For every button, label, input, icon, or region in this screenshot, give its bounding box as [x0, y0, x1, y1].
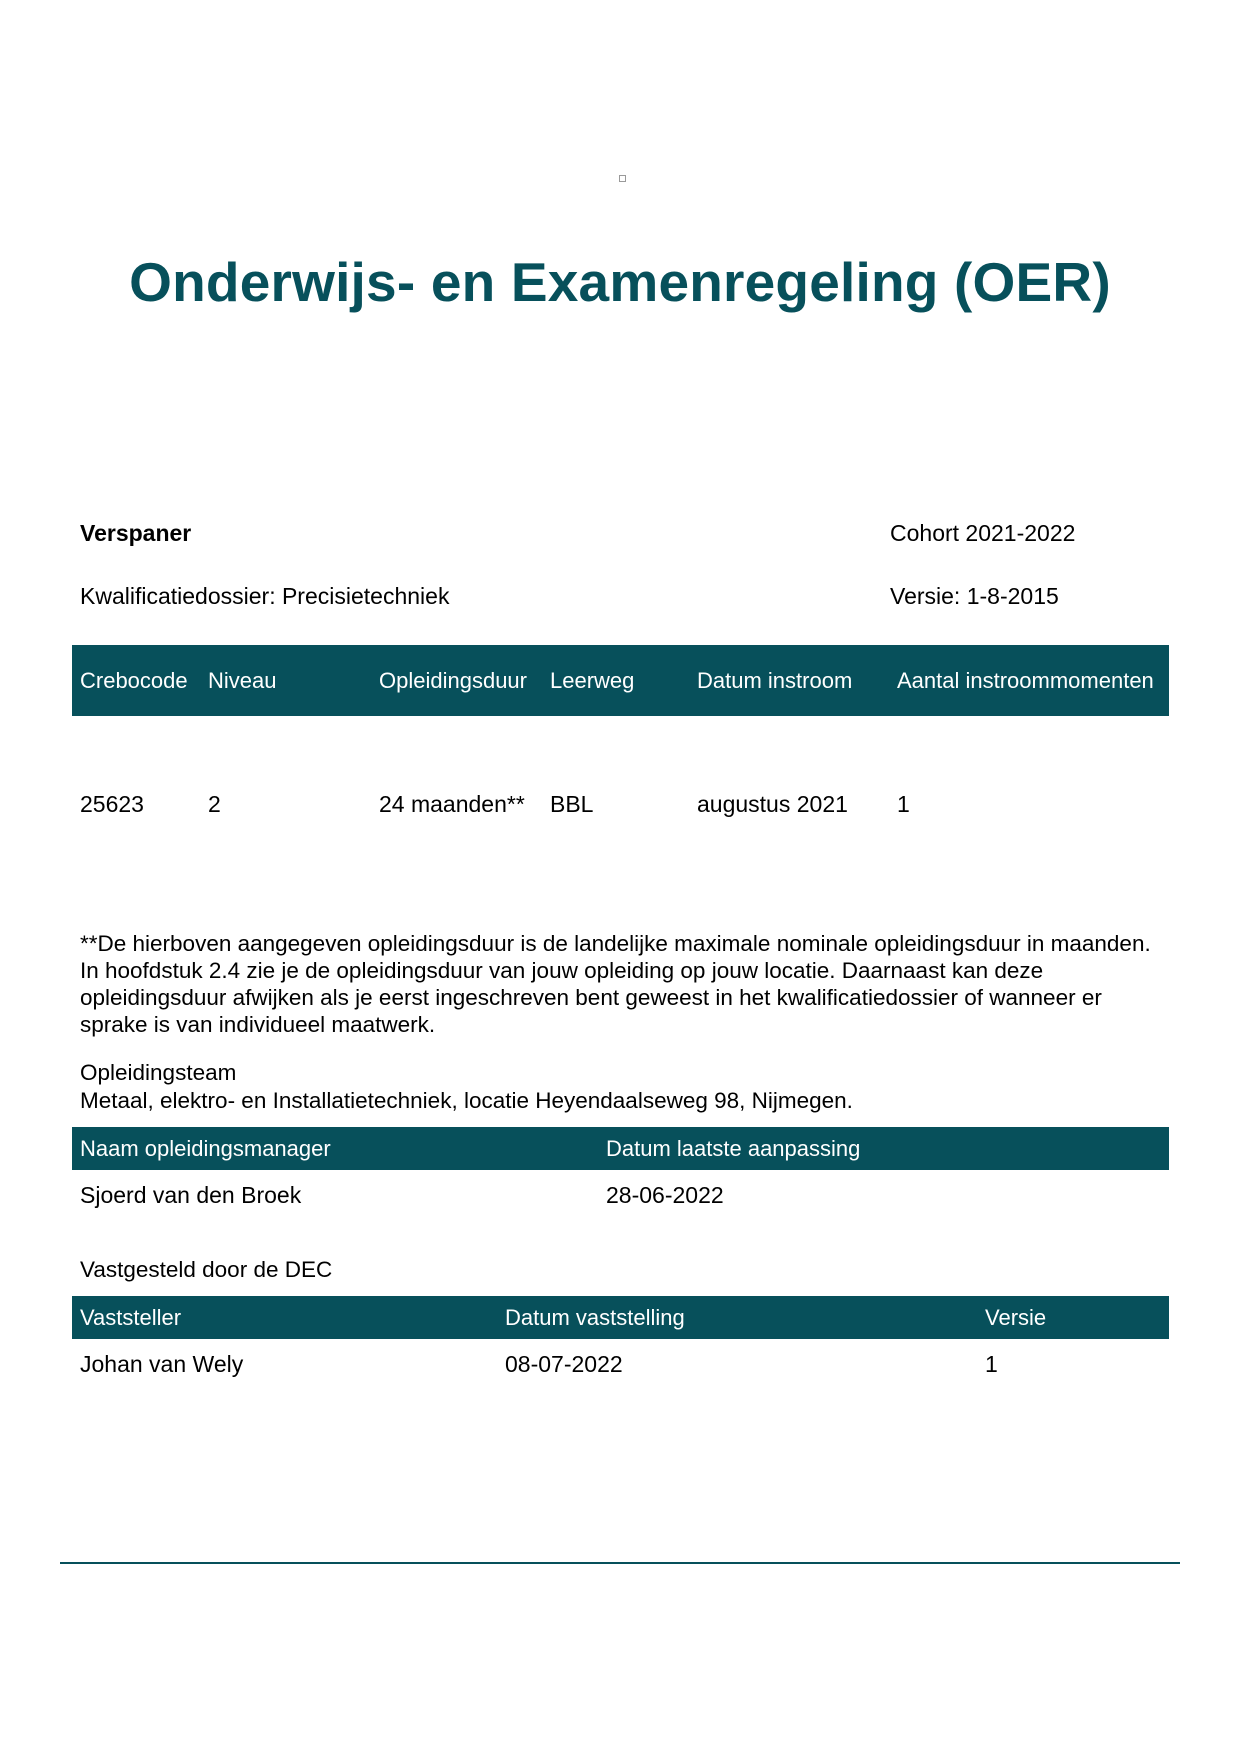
course-info-row — [80, 520, 1160, 547]
table-row — [72, 1170, 1169, 1220]
column-header-manager-name: Naam opleidingsmanager — [72, 1127, 598, 1170]
table-header-row — [72, 1296, 1169, 1339]
placeholder-image-icon — [619, 175, 626, 182]
cell-instroommomenten: 1 — [897, 790, 910, 817]
cell-manager-name: Sjoerd van den Broek — [80, 1181, 302, 1208]
team-label: Opleidingsteam — [80, 1060, 237, 1085]
dec-table — [72, 1296, 1169, 1389]
course-name: Verspaner — [80, 520, 192, 546]
course-details-table — [72, 645, 1169, 892]
table-row — [72, 716, 1169, 892]
cell-versie: 1 — [985, 1350, 998, 1377]
column-header-instroommomenten: Aantal instroommomenten — [889, 645, 1169, 716]
cell-leerweg: BBL — [550, 790, 594, 817]
manager-table — [72, 1127, 1169, 1220]
cell-crebocode: 25623 — [80, 790, 144, 817]
cell-datum-vaststelling: 08-07-2022 — [505, 1350, 623, 1377]
column-header-last-update: Datum laatste aanpassing — [598, 1127, 1169, 1170]
column-header-vaststeller: Vaststeller — [72, 1296, 497, 1339]
dossier-label: Kwalificatiedossier: Precisietechniek — [80, 583, 450, 609]
column-header-datum-instroom: Datum instroom — [689, 645, 889, 716]
document-title: Onderwijs- en Examenregeling (OER) — [129, 251, 1111, 313]
table-header-row — [72, 1127, 1169, 1170]
footer-divider — [60, 1562, 1180, 1564]
cell-niveau: 2 — [208, 790, 221, 817]
cell-vaststeller: Johan van Wely — [80, 1350, 244, 1377]
table-header-row — [72, 645, 1169, 716]
column-header-datum-vaststelling: Datum vaststelling — [497, 1296, 977, 1339]
column-header-versie: Versie — [977, 1296, 1169, 1339]
cohort-label: Cohort 2021-2022 — [890, 520, 1076, 546]
cell-last-update: 28-06-2022 — [606, 1181, 724, 1208]
cell-datum-instroom: augustus 2021 — [697, 790, 848, 817]
column-header-crebocode: Crebocode — [72, 645, 200, 716]
column-header-niveau: Niveau — [200, 645, 371, 716]
duration-footnote: **De hierboven aangegeven opleidingsduur is de landelijke maximale nominale opleidingsduur in maanden. In hoofdstuk 2.4 zie je de opleidingsduur van jouw opleiding op jouw locatie. Daarnaast kan deze opleidingsduur afwijken als je eerst ingeschreven bent geweest in het kwalificatiedossier of wanneer er sprake is van individueel maatwerk. — [80, 931, 1151, 1037]
dec-label: Vastgesteld door de DEC — [80, 1257, 333, 1282]
dossier-info-row — [80, 583, 1160, 610]
team-location: Metaal, elektro- en Installatietechniek, locatie Heyendaalseweg 98, Nijmegen. — [80, 1088, 853, 1113]
table-row — [72, 1339, 1169, 1389]
cell-opleidingsduur: 24 maanden** — [379, 790, 525, 817]
version-label: Versie: 1-8-2015 — [890, 583, 1059, 609]
column-header-opleidingsduur: Opleidingsduur — [371, 645, 542, 716]
column-header-leerweg: Leerweg — [542, 645, 689, 716]
